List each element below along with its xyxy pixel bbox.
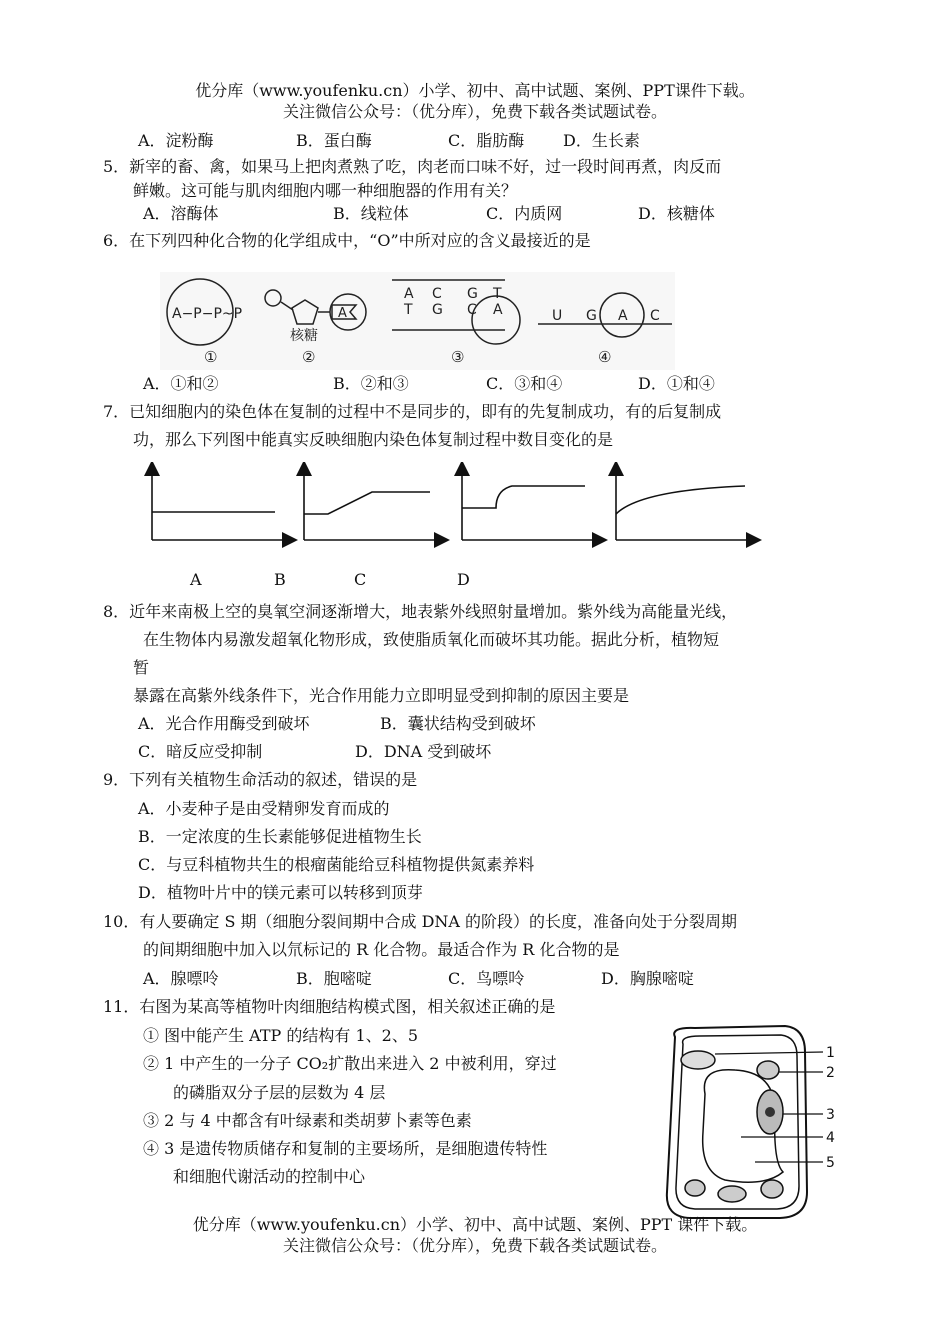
- q10-option-d: D．胸腺嘧啶: [601, 969, 694, 988]
- q5-option-c: C．内质网: [486, 204, 563, 223]
- q7-label-c: C: [354, 570, 367, 589]
- q8-stem-line-1: 8．近年来南极上空的臭氧空洞逐渐增大，地表紫外线照射量增加。紫外线为高能量光线，: [103, 602, 738, 621]
- q11-statement-3: ③ 2 与 4 中都含有叶绿素和类胡萝卜素等色素: [143, 1111, 472, 1130]
- q4-option-a: A．淀粉酶: [138, 131, 214, 150]
- q6-figure: [160, 272, 675, 370]
- q6-stem: 6．在下列四种化合物的化学组成中，“O”中所对应的含义最接近的是: [103, 231, 591, 250]
- fig3-top-1: A: [404, 286, 414, 302]
- fig1-label: A−P−P~P: [172, 306, 243, 322]
- organelle-2: [757, 1061, 779, 1079]
- fig4-base-1: U: [552, 308, 563, 324]
- q8-option-c: C．暗反应受抑制: [138, 742, 263, 761]
- q10-option-a: A．腺嘌呤: [143, 969, 219, 988]
- fig3-top-3: G: [467, 286, 478, 302]
- graph-c: [462, 468, 600, 540]
- fig3-top-4: T: [493, 286, 502, 302]
- fig4-number: ④: [598, 348, 612, 366]
- q6-option-a: A．①和②: [143, 374, 219, 393]
- q5-option-a: A．溶酶体: [143, 204, 219, 223]
- q7-label-b: B: [274, 570, 286, 589]
- q6-option-c: C．③和④: [486, 374, 563, 393]
- fig3-bot-3: C: [467, 302, 477, 318]
- fig3-bot-2: G: [432, 302, 443, 318]
- q10-stem-line-2: 的间期细胞中加入以氘标记的 R 化合物。最适合作为 R 化合物的是: [143, 940, 620, 959]
- fig4-base-2: G: [586, 308, 597, 324]
- cell-label-3: 3: [826, 1107, 835, 1123]
- q11-statement-4b: 和细胞代谢活动的控制中心: [173, 1167, 366, 1186]
- q11-stem: 11．右图为某高等植物叶肉细胞结构模式图，相关叙述正确的是: [103, 997, 556, 1016]
- q9-stem: 9．下列有关植物生命活动的叙述，错误的是: [103, 770, 418, 789]
- q10-stem-line-1: 10．有人要确定 S 期（细胞分裂间期中合成 DNA 的阶段）的长度，准备向处于分裂周期: [103, 912, 738, 931]
- q7-stem-line-2: 功，那么下列图中能真实反映细胞内染色体复制过程中数目变化的是: [133, 430, 614, 449]
- cell-label-4: 4: [826, 1130, 835, 1146]
- q9-option-a: A．小麦种子是由受精卵发育而成的: [138, 799, 390, 818]
- fig4-base-3: A: [618, 308, 628, 324]
- fig1-number: ①: [204, 348, 218, 366]
- q8-stem-line-2: 在生物体内易激发超氧化物形成，致使脂质氧化而破坏其功能。据此分析，植物短: [143, 630, 720, 649]
- chloroplast-1: [681, 1051, 715, 1069]
- q8-option-b: B．囊状结构受到破坏: [380, 714, 536, 733]
- fig3-bot-1: T: [404, 302, 413, 318]
- fig3-number: ③: [451, 348, 465, 366]
- cell-label-1: 1: [826, 1045, 835, 1061]
- footer-line-1: 优分库（www.youfenku.cn）小学、初中、高中试题、案例、PPT 课件下载。: [192, 1215, 758, 1234]
- fig3-top-2: C: [432, 286, 442, 302]
- q4-option-b: B．蛋白酶: [296, 131, 372, 150]
- q6-option-d: D．①和④: [638, 374, 715, 393]
- q11-statement-2a: ② 1 中产生的一分子 CO₂扩散出来进入 2 中被利用，穿过: [143, 1054, 557, 1073]
- graph-b: [304, 468, 442, 540]
- q11-statement-1: ① 图中能产生 ATP 的结构有 1、2、5: [143, 1026, 419, 1045]
- fig2-number: ②: [302, 348, 316, 366]
- fig2-base: A: [338, 306, 347, 321]
- q5-option-b: B．线粒体: [333, 204, 409, 223]
- q8-option-a: A．光合作用酶受到破坏: [138, 714, 310, 733]
- footer-line-2: 关注微信公众号：（优分库），免费下载各类试题试卷。: [282, 1236, 667, 1255]
- cell-label-5: 5: [826, 1155, 835, 1171]
- fig4-base-4: C: [650, 308, 660, 324]
- q7-label-a: A: [190, 570, 202, 589]
- q7-label-d: D: [457, 570, 470, 589]
- q4-option-c: C．脂肪酶: [448, 131, 525, 150]
- q5-stem-line-2: 鲜嫩。这可能与肌肉细胞内哪一种细胞器的作用有关？: [133, 181, 518, 200]
- q6-option-b: B．②和③: [333, 374, 409, 393]
- q9-option-b: B．一定浓度的生长素能够促进植物生长: [138, 827, 422, 846]
- q11-statement-4a: ④ 3 是遗传物质储存和复制的主要场所，是细胞遗传特性: [143, 1139, 548, 1158]
- q8-stem-line-4: 暴露在高紫外线条件下，光合作用能力立即明显受到抑制的原因主要是: [133, 686, 630, 705]
- graph-a: [152, 468, 290, 540]
- q10-option-c: C．鸟嘌呤: [448, 969, 525, 988]
- q9-option-d: D．植物叶片中的镁元素可以转移到顶芽: [138, 883, 423, 902]
- q7-stem-line-1: 7．已知细胞内的染色体在复制的过程中不是同步的，即有的先复制成功，有的后复制成: [103, 402, 722, 421]
- q10-option-b: B．胞嘧啶: [296, 969, 372, 988]
- q5-option-d: D．核糖体: [638, 204, 715, 223]
- q11-cell-diagram: [655, 1022, 845, 1222]
- q7-graphs: [140, 462, 780, 548]
- cell-label-2: 2: [826, 1065, 835, 1081]
- header-line-1: 优分库（www.youfenku.cn）小学、初中、高中试题、案例、PPT课件下载。: [195, 81, 755, 100]
- fig2-ribose-label: 核糖: [290, 328, 318, 344]
- q9-option-c: C．与豆科植物共生的根瘤菌能给豆科植物提供氮素养料: [138, 855, 535, 874]
- q8-option-d: D．DNA 受到破坏: [355, 742, 492, 761]
- q5-stem-line-1: 5．新宰的畜、禽，如果马上把肉煮熟了吃，肉老而口味不好，过一段时间再煮，肉反而: [103, 157, 722, 176]
- graph-d: [616, 468, 754, 540]
- q8-stem-line-3: 暂: [133, 658, 150, 677]
- header-line-2: 关注微信公众号：（优分库），免费下载各类试题试卷。: [282, 102, 667, 121]
- q11-statement-2b: 的磷脂双分子层的层数为 4 层: [173, 1083, 386, 1102]
- q4-option-d: D．生长素: [563, 131, 640, 150]
- fig3-bot-4: A: [493, 302, 503, 318]
